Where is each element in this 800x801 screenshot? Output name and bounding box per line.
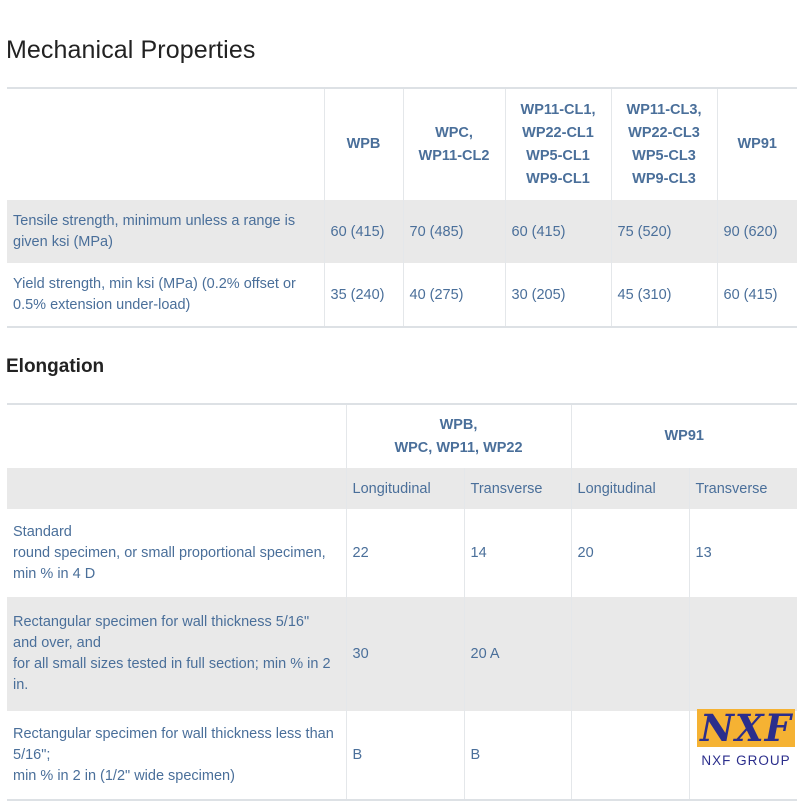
elongation-table [7,403,797,801]
table-cell: 30 [346,597,464,711]
subheader-row [7,468,797,509]
row-label [7,200,324,263]
table-cell: 20 [571,509,689,597]
label-line: given ksi (MPa) [13,233,113,250]
row-label [7,263,324,327]
subheader-longitudinal: Longitudinal [571,468,689,509]
label-line: 0.5% extension under-load) [13,296,191,313]
header-line: WPB [346,136,381,152]
header-line: WP11-CL3, [626,101,702,118]
table-cell: 14 [464,509,571,597]
header-line: WP22-CL1 [522,124,594,141]
subheader-transverse: Transverse [689,468,797,509]
table-cell: 35 (240) [324,263,403,327]
table-cell [571,597,689,711]
header-line: WP9-CL1 [526,170,590,187]
table-cell: 60 (415) [324,200,403,263]
header-empty-cell [7,88,324,200]
table-row [7,263,797,327]
header-wpc [403,88,505,200]
header-line: WP91 [664,428,704,444]
nxf-group-logo [697,706,795,768]
label-line: in. [13,677,29,693]
table-cell: B [346,711,464,800]
header-line: WPC, WP11, WP22 [394,439,523,456]
label-line: Tensile strength, minimum unless a range is [13,212,296,229]
row-label [7,509,346,597]
label-line: min % in 4 D [13,565,96,582]
table-cell: 60 (415) [505,200,611,263]
table-cell: 60 (415) [717,263,797,327]
table-cell: 13 [689,509,797,597]
table-cell: 30 (205) [505,263,611,327]
label-line: Rectangular specimen for wall thickness less than [13,725,334,742]
row-label [7,711,346,800]
table-cell [689,597,797,711]
header-wpb [324,88,403,200]
header-line: WP5-CL3 [632,147,696,164]
page-title: Mechanical Properties [6,36,256,64]
table-row [7,597,797,711]
table-cell: 75 (520) [611,200,717,263]
table-cell: 70 (485) [403,200,505,263]
table-header-row [7,88,797,200]
header-empty-cell [7,404,346,468]
mechanical-properties-table [7,87,797,328]
label-line: Rectangular specimen for wall thickness 5/16" [13,614,310,630]
subheader-transverse: Transverse [464,468,571,509]
table-cell: B [464,711,571,800]
table-row [7,509,797,597]
section-title: Elongation [6,356,105,377]
label-line: and over, and [13,635,101,651]
header-group-wp91 [571,404,797,468]
label-line: 5/16"; [13,746,51,763]
label-line: min % in 2 in (1/2" wide specimen) [13,767,235,784]
header-wp11-cl3 [611,88,717,200]
logo-mark: NXF [697,709,795,747]
table-cell: 40 (275) [403,263,505,327]
header-line: WP11-CL2 [418,147,490,164]
label-line: Standard [13,523,72,540]
header-group-wpb [346,404,571,468]
label-line: Yield strength, min ksi (MPa) (0.2% offset or [13,275,296,292]
table-cell: 22 [346,509,464,597]
header-line: WP22-CL3 [628,124,700,141]
header-line: WP9-CL3 [632,170,696,187]
table-cell: 20 A [464,597,571,711]
logo-text: NXF GROUP [701,753,791,768]
row-label [7,597,346,711]
header-line: WP5-CL1 [526,147,590,164]
table-row [7,711,797,800]
label-line: for all small sizes tested in full section; min % in 2 [13,656,331,672]
table-row [7,200,797,263]
subheader-longitudinal: Longitudinal [346,468,464,509]
table-cell: 90 (620) [717,200,797,263]
table-cell: 45 (310) [611,263,717,327]
table-header-row [7,404,797,468]
table-cell [571,711,689,800]
header-line: WPB, [439,416,478,433]
header-line: WP11-CL1, [520,101,596,118]
header-wp11-cl1 [505,88,611,200]
label-line: round specimen, or small proportional specimen, [13,544,326,561]
header-line: WPC, [435,124,473,141]
subheader-empty-cell [7,468,346,509]
header-wp91 [717,88,797,200]
header-line: WP91 [737,136,777,152]
